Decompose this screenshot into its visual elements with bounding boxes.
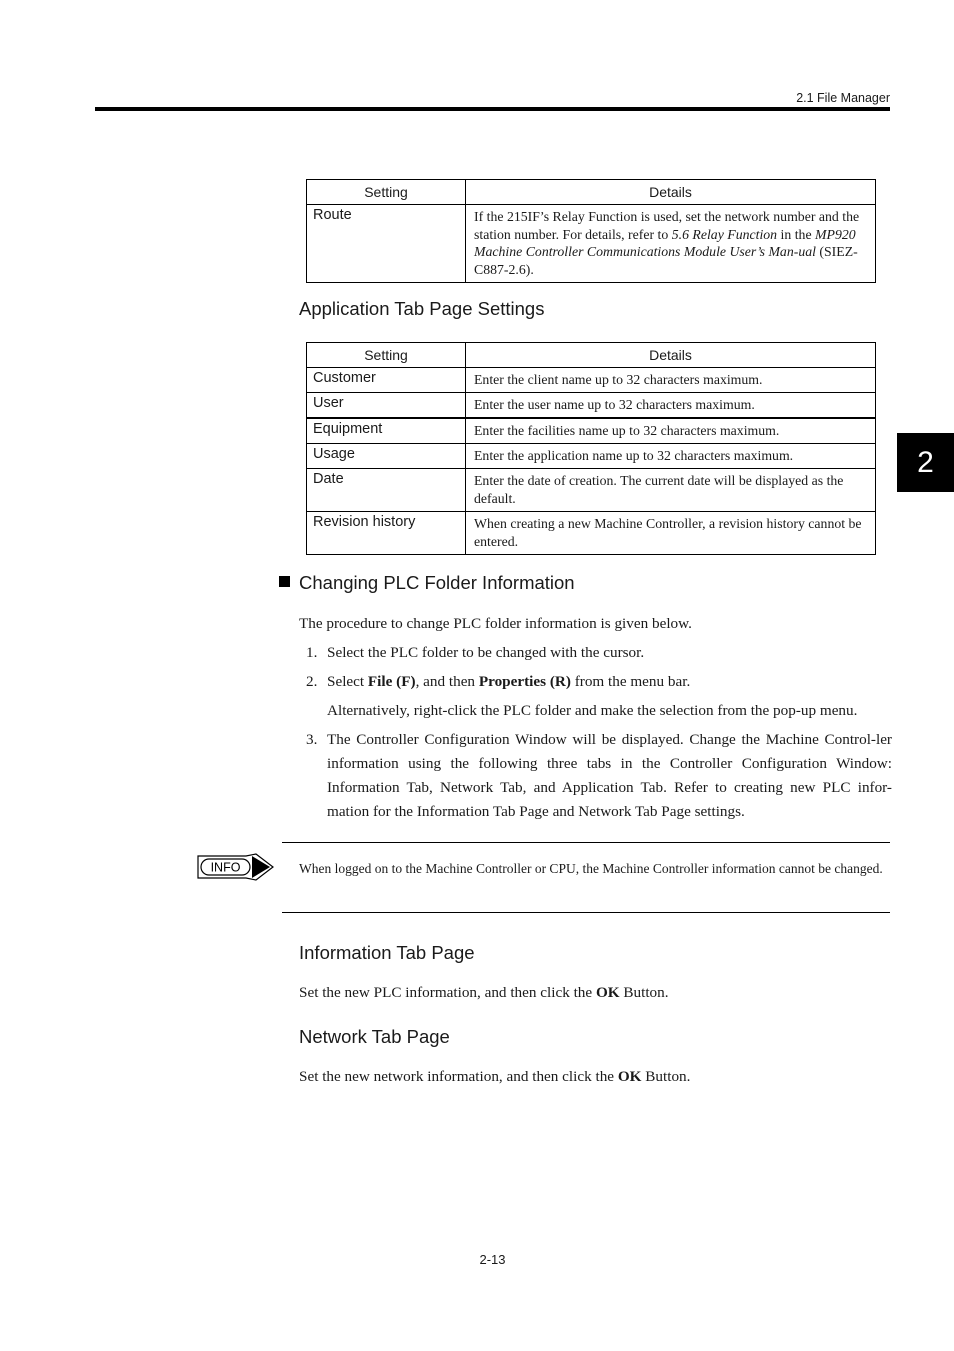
application-settings-table — [306, 342, 876, 555]
setting-cell: Route — [307, 205, 466, 283]
details-cell: When creating a new Machine Controller, a revision history cannot be entered. — [466, 512, 876, 555]
table-row — [307, 512, 876, 555]
step-note: Alternatively, right-click the PLC folder and make the selection from the pop-up menu. — [327, 702, 858, 719]
setting-cell: Revision history — [307, 512, 466, 555]
setting-cell: User — [307, 393, 466, 419]
table-row — [307, 393, 876, 419]
details-cell: Enter the facilities name up to 32 characters maximum. — [466, 418, 876, 444]
page-number: 2-13 — [479, 1252, 506, 1267]
step-number: 3. — [306, 731, 318, 748]
setting-cell: Customer — [307, 368, 466, 393]
table-row — [307, 444, 876, 469]
details-cell: If the 215IF’s Relay Function is used, set the network number and the station number. For details, refer to 5.6 Relay Function in the MP920 Machine Controller Communications Module User’s Man-ual (SIEZ-C887-2.6). — [466, 205, 876, 283]
table-row — [307, 205, 876, 283]
section-heading: Application Tab Page Settings — [299, 298, 545, 319]
header-setting: Setting — [307, 180, 466, 205]
setting-cell: Date — [307, 469, 466, 512]
info-rule-top — [282, 842, 890, 843]
intro-paragraph: The procedure to change PLC folder information is given below. — [299, 615, 692, 632]
setting-cell: Usage — [307, 444, 466, 469]
header-details: Details — [466, 180, 876, 205]
body-paragraph: Set the new network information, and then click the OK Button. — [299, 1068, 691, 1085]
step-text: The Controller Configuration Window will be displayed. Change the Machine Control-ler information using the following three tabs in the Controller Configuration Window: Information Tab, Network Tab, and Application Tab. Refer to creating new PLC infor-mation for the Information Tab Page and Network Tab Page settings. — [327, 731, 892, 820]
header-details: Details — [466, 343, 876, 368]
step-text: Select File (F), and then Properties (R) from the menu bar. — [327, 673, 691, 690]
section-heading: Changing PLC Folder Information — [299, 572, 575, 593]
info-note: When logged on to the Machine Controller or CPU, the Machine Controller information cannot be changed. — [299, 861, 883, 876]
details-cell: Enter the application name up to 32 characters maximum. — [466, 444, 876, 469]
details-cell: Enter the user name up to 32 characters maximum. — [466, 393, 876, 419]
step-number: 1. — [306, 644, 318, 661]
setting-cell: Equipment — [307, 418, 466, 444]
route-table — [306, 179, 876, 283]
info-rule-bottom — [282, 912, 890, 913]
table-row — [307, 418, 876, 444]
body-paragraph: Set the new PLC information, and then click the OK Button. — [299, 984, 669, 1001]
details-cell: Enter the client name up to 32 characters maximum. — [466, 368, 876, 393]
step-text: Select the PLC folder to be changed with the cursor. — [327, 644, 645, 661]
info-icon-label: INFO — [210, 860, 241, 875]
section-heading: Network Tab Page — [299, 1026, 450, 1047]
chapter-tab: 2 — [897, 433, 954, 492]
table-row — [307, 368, 876, 393]
step-number: 2. — [306, 673, 318, 690]
table-row — [307, 469, 876, 512]
section-heading: Information Tab Page — [299, 942, 475, 963]
details-cell: Enter the date of creation. The current date will be displayed as the default. — [466, 469, 876, 512]
info-icon — [196, 853, 276, 888]
header-setting: Setting — [307, 343, 466, 368]
header-rule — [95, 107, 890, 111]
square-bullet-icon — [279, 576, 290, 587]
running-header: 2.1 File Manager — [796, 91, 890, 105]
